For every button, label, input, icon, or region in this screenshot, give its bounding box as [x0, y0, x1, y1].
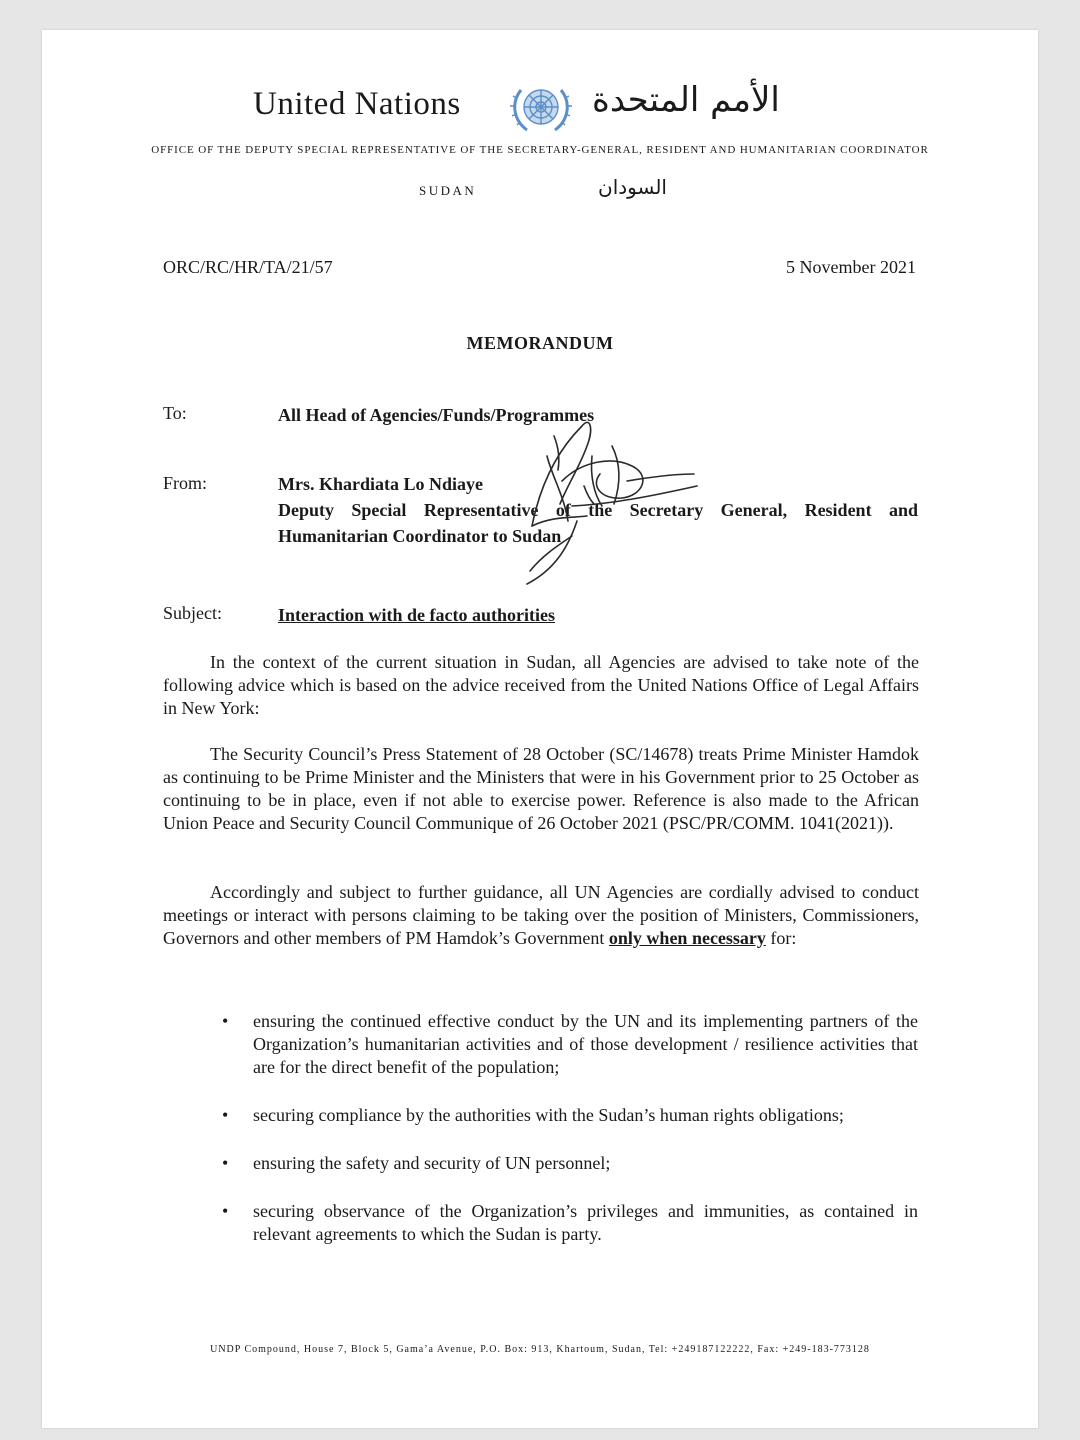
country-ar: السودان: [598, 175, 667, 199]
memo-page: [42, 30, 1038, 1428]
body-paragraph-3: [163, 881, 919, 950]
body-paragraph-2: The Security Council’s Press Statement of 28 October (SC/14678) treats Prime Minister Hamdok as continuing to be Prime Minister and the Ministers that were in his Government prior to 25 October as continuing to be in place, even if not able to exercise power. Reference is also made to the African Union Peace and Security Council Communique of 26 October 2021 (PSC/PR/COMM. 1041(2021)).: [163, 744, 919, 833]
reference-number: ORC/RC/HR/TA/21/57: [163, 257, 333, 277]
subject-value: Interaction with de facto authorities: [278, 605, 555, 625]
org-name-ar: الأمم المتحدة: [592, 80, 780, 120]
footer-address: UNDP Compound, House 7, Block 5, Gama’a Avenue, P.O. Box: 913, Khartoum, Sudan, Tel: +249187122222, Fax: +249-183-773128: [210, 1344, 870, 1355]
list-item: • securing observance of the Organization’s privileges and immunities, as contained in relevant agreements to which the Sudan is party.: [222, 1200, 918, 1246]
advice-list: [222, 1010, 918, 1271]
office-line: OFFICE OF THE DEPUTY SPECIAL REPRESENTATIVE OF THE SECRETARY-GENERAL, RESIDENT AND HUMANITARIAN COORDINATOR: [151, 144, 929, 156]
org-name-en: United Nations: [253, 86, 461, 122]
paragraph-3-emphasis: only when necessary: [608, 928, 766, 948]
to-value: All Head of Agencies/Funds/Programmes: [278, 405, 595, 425]
list-item: • securing compliance by the authorities with the Sudan’s human rights obligations;: [222, 1104, 918, 1127]
memo-date: 5 November 2021: [786, 257, 916, 277]
paragraph-3-end: for:: [765, 928, 797, 948]
to-label: To:: [163, 403, 187, 423]
country-en: SUDAN: [419, 183, 477, 198]
paragraph-3-start: Accordingly and subject to further guidance, all UN Agencies are cordially advised to conduct meetings or interact with persons claiming to be taking over the position of Ministers, Commissioners, Governors and other members of PM Hamdok’s Government: [163, 882, 919, 948]
list-item: • ensuring the continued effective conduct by the UN and its implementing partners of the Organization’s humanitarian activities and of those development / resilience activities that are for the direct benefit of the population;: [222, 1010, 918, 1079]
from-position: Deputy Special Representative of the Secretary General, Resident and Humanitarian Coordinator to Sudan: [278, 500, 918, 546]
list-item: • ensuring the safety and security of UN personnel;: [222, 1152, 918, 1175]
un-emblem-icon: [507, 78, 575, 136]
subject-label: Subject:: [163, 603, 222, 623]
from-label: From:: [163, 473, 208, 493]
memo-title: MEMORANDUM: [466, 333, 614, 353]
from-name: Mrs. Khardiata Lo Ndiaye: [278, 474, 483, 494]
body-paragraph-1: In the context of the current situation in Sudan, all Agencies are advised to take note of the following advice which is based on the advice received from the United Nations Office of Legal Affairs in New York:: [163, 652, 919, 718]
